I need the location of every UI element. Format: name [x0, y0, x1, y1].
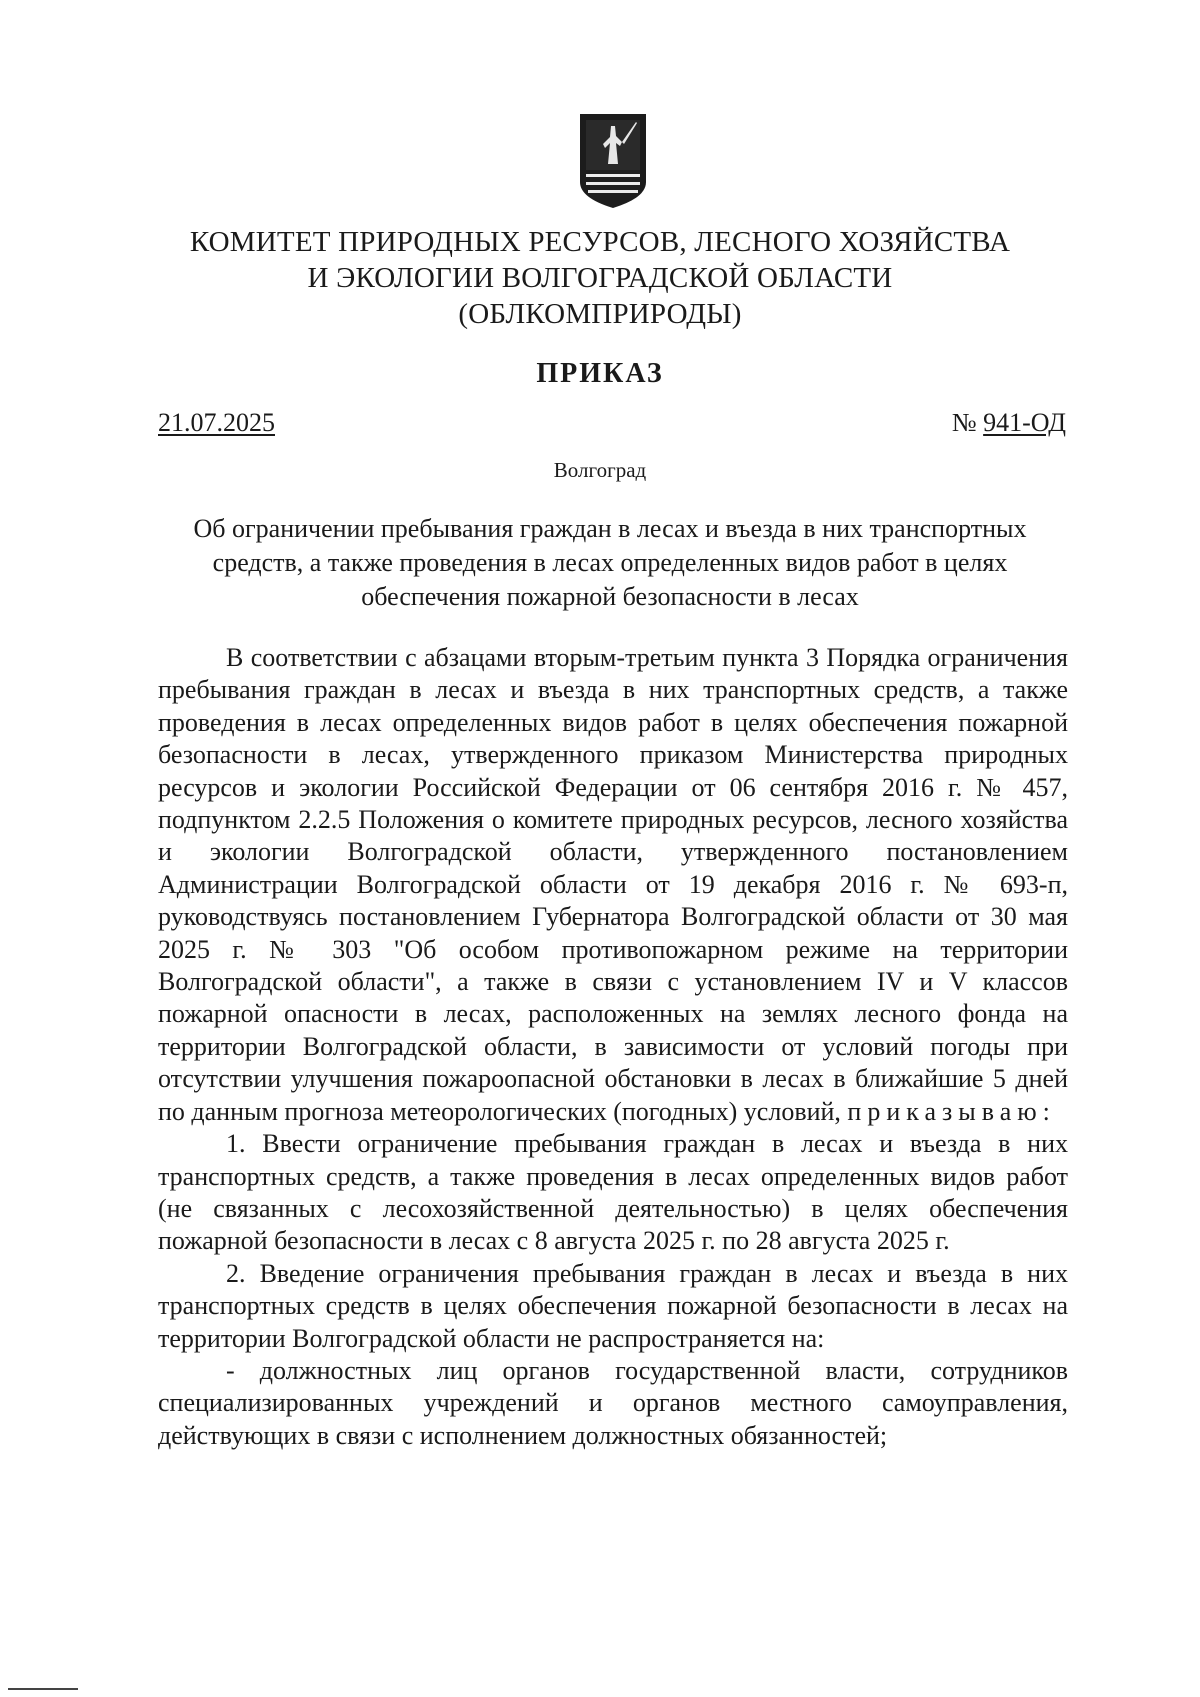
order-number-prefix: №: [951, 408, 984, 437]
item-2-bullet-1: - должностных лиц органов государственной власти, сотрудников специализированных учреждений и органов местного самоуправления, действующих в связи с исполнением должностных обязанностей;: [158, 1355, 1068, 1450]
subject-line-3: обеспечения пожарной безопасности в лесах: [361, 582, 859, 611]
item-2-paragraph: 2. Введение ограничения пребывания граждан в лесах и въезда в них транспортных средств в целях обеспечения пожарной безопасности в лесах на территории Волгоградской области не распространяется на:: [158, 1258, 1068, 1353]
subject-line-2: средств, а также проведения в лесах определенных видов работ в целях: [212, 548, 1008, 577]
order-number-value: 941-ОД: [983, 408, 1066, 437]
preamble-text: В соответствии с абзацами вторым-третьим пункта 3 Порядка ограничения пребывания граждан в лесах и въезда в них транспортных средств, а также проведения в лесах определенных видов работ в целях обеспечения пожарной безопасности в лесах, утвержденного приказом Министерства природных ресурсов и экологии Российской Федерации от 06 сентября 2016 г. № 457, подпунктом 2.2.5 Положения о комитете природных ресурсов, лесного хозяйства и экологии Волгоградской области, утвержденного постановлением Администрации Волгоградской области от 19 декабря 2016 г. № 693-п, руководствуясь постановлением Губернатора Волгоградской области от 30 мая 2025 г. № 303 "Об особом противопожарном режиме на территории Волгоградской области", а также в связи с установлением IV и V классов пожарной опасности в лесах, расположенных на землях лесного фонда на территории Волгоградской области, в зависимости от условий погоды при отсутствии улучшения пожароопасной обстановки в лесах в ближайшие 5 дней по данным прогноза метеорологических (погодных) условий,: [158, 643, 1068, 1126]
order-word: приказываю:: [847, 1096, 1056, 1126]
committee-name: [150, 224, 1050, 332]
order-date: 21.07.2025: [158, 408, 275, 437]
preamble-paragraph: [158, 642, 1068, 1128]
item-1-paragraph: 1. Ввести ограничение пребывания граждан в лесах и въезда в них транспортных средств, а также проведения в лесах определенных видов работ (не связанных с лесохозяйственной деятельностью) в целях обеспечения пожарной безопасности в лесах с 8 августа 2025 г. по 28 августа 2025 г.: [158, 1129, 1068, 1256]
order-city: Волгоград: [553, 458, 647, 482]
committee-line-1: КОМИТЕТ ПРИРОДНЫХ РЕСУРСОВ, ЛЕСНОГО ХОЗЯЙСТВА: [189, 226, 1011, 258]
order-body: [158, 642, 1068, 1452]
order-number: [952, 408, 1066, 438]
order-subject: [150, 512, 1070, 614]
order-title: ПРИКАЗ: [536, 358, 664, 389]
committee-line-2: И ЭКОЛОГИИ ВОЛГОГРАДСКОЙ ОБЛАСТИ: [307, 262, 893, 294]
volgograd-coat-of-arms-icon: [578, 112, 648, 210]
subject-line-1: Об ограничении пребывания граждан в лесах и въезда в них транспортных: [193, 514, 1027, 543]
committee-line-3: (ОБЛКОМПРИРОДЫ): [458, 298, 742, 330]
footer-divider: [8, 1688, 78, 1690]
